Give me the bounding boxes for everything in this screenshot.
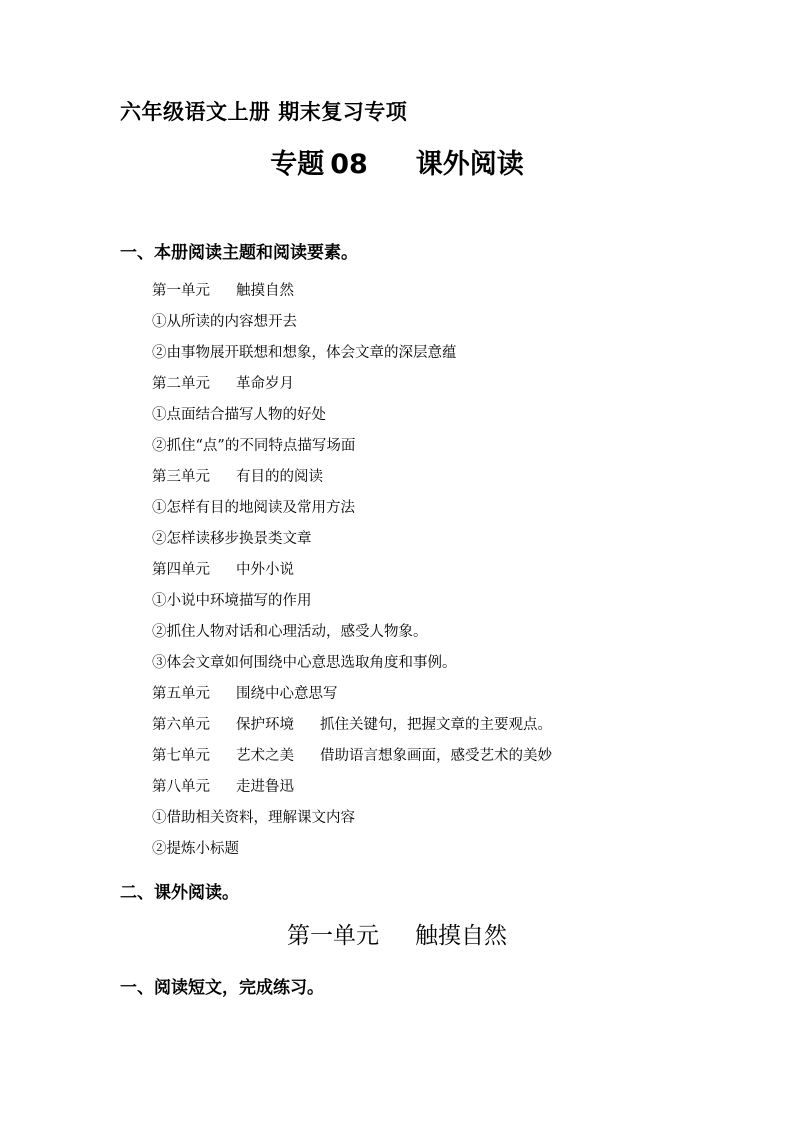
list-item-text: ②由事物展开联想和想象，体会文章的深层意蕴 (152, 345, 457, 361)
list-item-text: 第五单元 (152, 686, 210, 702)
list-item (152, 434, 355, 455)
list-item (152, 806, 355, 827)
list-item (152, 682, 338, 703)
list-item-element: 借助语言想象画面，感受艺术的美妙 (320, 748, 552, 764)
list-item (152, 403, 326, 424)
list-item-text: 第一单元 (152, 283, 210, 299)
title-code: 08 (330, 149, 368, 180)
list-item-text: ②抓住人物对话和心理活动，感受人物象。 (152, 624, 428, 640)
title-prefix: 专题 (270, 149, 325, 180)
list-item-text: ①从所读的内容想开去 (152, 314, 297, 330)
title-topic: 课外阅读 (415, 149, 524, 180)
list-item-text: ①小说中环境描写的作用 (152, 593, 312, 609)
section-two-heading: 二、课外阅读。 (120, 883, 239, 903)
list-item (152, 744, 552, 765)
list-item-theme: 中外小说 (236, 562, 294, 578)
section-one-heading: 一、本册阅读主题和阅读要素。 (120, 243, 358, 263)
list-item (152, 279, 294, 300)
list-item-text: 第八单元 (152, 779, 210, 795)
list-item (152, 651, 457, 672)
list-item-text: ③体会文章如何围绕中心意思选取角度和事例。 (152, 655, 457, 671)
document-subtitle: 六年级语文上册 期末复习专项 (120, 99, 408, 124)
list-item (152, 310, 297, 331)
list-item (152, 837, 239, 858)
document-title (0, 142, 794, 181)
list-item-text: 第七单元 (152, 748, 210, 764)
list-item-theme: 围绕中心意思写 (236, 686, 338, 702)
list-item (152, 341, 457, 362)
list-item-theme: 走进鲁迅 (236, 779, 294, 795)
list-item-text: ②抓住“点”的不同特点描写场面 (152, 438, 356, 454)
list-item-text: 第四单元 (152, 562, 210, 578)
list-item (152, 527, 312, 548)
list-item-theme: 触摸自然 (236, 283, 294, 299)
list-item-element: 抓住关键句，把握文章的主要观点。 (320, 717, 552, 733)
list-item (152, 496, 355, 517)
list-item (152, 713, 552, 734)
list-item (152, 558, 294, 579)
list-item (152, 775, 294, 796)
unit-name: 触摸自然 (415, 923, 507, 949)
list-item (152, 620, 428, 641)
list-item (152, 465, 323, 486)
list-item-theme: 保护环境 (236, 717, 294, 733)
list-item-theme: 有目的的阅读 (236, 469, 323, 485)
list-item (152, 372, 294, 393)
exercise-heading: 一、阅读短文，完成练习。 (120, 978, 324, 998)
list-item-text: ②怎样读移步换景类文章 (152, 531, 312, 547)
list-item-text: 第六单元 (152, 717, 210, 733)
unit-label: 第一单元 (287, 923, 379, 949)
list-item-text: ①怎样有目的地阅读及常用方法 (152, 500, 355, 516)
list-item-text: ①点面结合描写人物的好处 (152, 407, 326, 423)
list-item-text: 第三单元 (152, 469, 210, 485)
list-item-theme: 革命岁月 (236, 376, 294, 392)
list-item (152, 589, 312, 610)
list-item-theme: 艺术之美 (236, 748, 294, 764)
list-item-text: ②提炼小标题 (152, 841, 239, 857)
list-item-text: 第二单元 (152, 376, 210, 392)
unit-title (0, 917, 794, 950)
list-item-text: ①借助相关资料，理解课文内容 (152, 810, 355, 826)
